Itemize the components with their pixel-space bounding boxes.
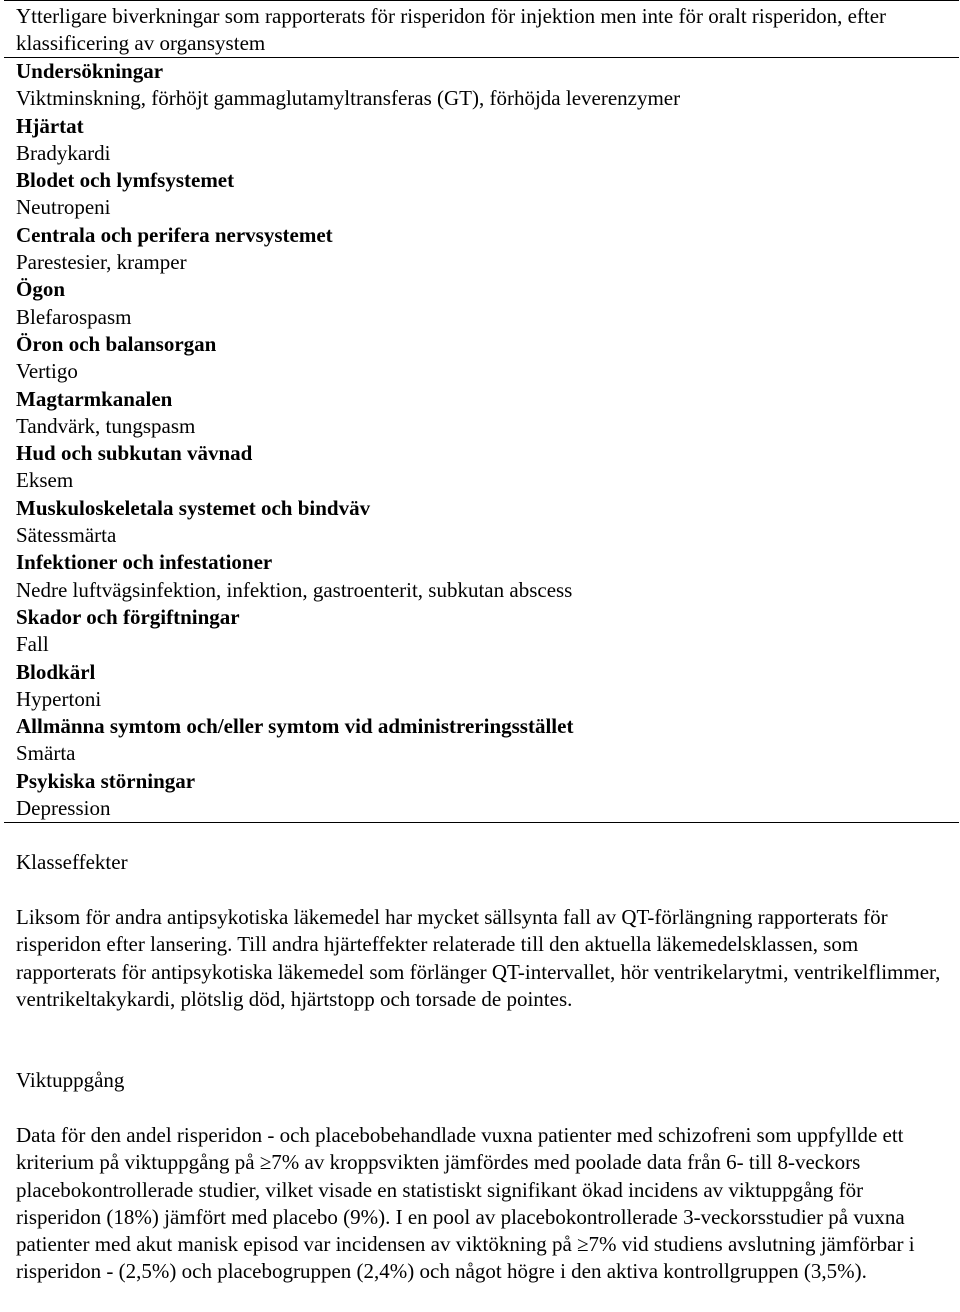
adverse-effects-text: Smärta: [16, 741, 76, 766]
organ-class-heading: Öron och balansorgan: [16, 331, 217, 356]
organ-class-heading: Blodet och lymfsystemet: [16, 168, 235, 193]
weight-gain-heading: Viktuppgång: [16, 1068, 125, 1092]
organ-class-heading: Magtarmkanalen: [16, 386, 173, 411]
organ-class-heading: Ögon: [16, 277, 66, 302]
organ-class-heading: Muskuloskeletala systemet och bindväv: [16, 495, 371, 520]
organ-class-heading: Psykiska störningar: [16, 768, 196, 793]
organ-class-heading: Skador och förgiftningar: [16, 604, 240, 629]
adverse-reactions-table: [4, 0, 959, 823]
adverse-effects-text: Hypertoni: [16, 686, 102, 711]
table-body: [4, 57, 959, 823]
adverse-effects-text: Parestesier, kramper: [16, 250, 187, 275]
adverse-effects-text: Bradykardi: [16, 140, 111, 165]
adverse-effects-text: Neutropeni: [16, 195, 111, 220]
organ-class-heading: Centrala och perifera nervsystemet: [16, 222, 333, 247]
adverse-effects-text: Nedre luftvägsinfektion, infektion, gastroenterit, subkutan abscess: [16, 577, 573, 602]
organ-class-heading: Allmänna symtom och/eller symtom vid administreringsstället: [16, 714, 574, 739]
class-effects-paragraph: Liksom för andra antipsykotiska läkemedel har mycket sällsynta fall av QT-förlängning rapporterats för risperidon efter lansering. Till andra hjärteffekter relaterade till den aktuella läkemedelsklassen, som rapporterats för antipsykotiska läkemedel som förlänger QT-intervallet, hör ventrikelarytmi, ventrikelflimmer, ventrikeltakykardi, plötslig död, hjärtstopp och torsade de pointes.: [16, 905, 941, 1011]
adverse-effects-text: Vertigo: [16, 359, 78, 384]
organ-class-heading: Hjärtat: [16, 113, 84, 138]
weight-gain-paragraph: Data för den andel risperidon - och placebobehandlade vuxna patienter med schizofreni som uppfyllde ett kriterium på viktuppgång på ≥7% av kroppsvikten jämfördes med poolade data från 6- till 8-veckors placebokontrollerade studier, vilket visade en statistiskt signifikant ökad incidens av viktuppgång för risperidon (18%) jämfört med placebo (9%). I en pool av placebokontrollerade 3-veckorsstudier på vuxna patienter med akut manisk episod var incidensen av viktökning på ≥7% vid studiens avslutning jämförbar i risperidon - (2,5%) och placebogruppen (2,4%) och något högre i den aktiva kontrollgruppen (3,5%).: [16, 1123, 915, 1284]
table-caption: Ytterligare biverkningar som rapporterats för risperidon för injektion men inte för oralt risperidon, efter klassificering av organsystem: [4, 0, 959, 57]
adverse-effects-text: Sätessmärta: [16, 523, 117, 548]
adverse-effects-text: Eksem: [16, 468, 74, 493]
adverse-effects-text: Depression: [16, 796, 111, 821]
organ-class-heading: Undersökningar: [16, 59, 164, 83]
adverse-effects-text: Fall: [16, 632, 49, 657]
organ-class-heading: Infektioner och infestationer: [16, 550, 273, 575]
class-effects-heading: Klasseffekter: [16, 850, 128, 874]
adverse-effects-text: Blefarospasm: [16, 304, 132, 329]
organ-class-heading: Blodkärl: [16, 659, 96, 684]
adverse-effects-text: Viktminskning, förhöjt gammaglutamyltransferas (GT), förhöjda leverenzymer: [16, 86, 681, 111]
organ-class-heading: Hud och subkutan vävnad: [16, 441, 253, 466]
adverse-effects-text: Tandvärk, tungspasm: [16, 413, 196, 438]
